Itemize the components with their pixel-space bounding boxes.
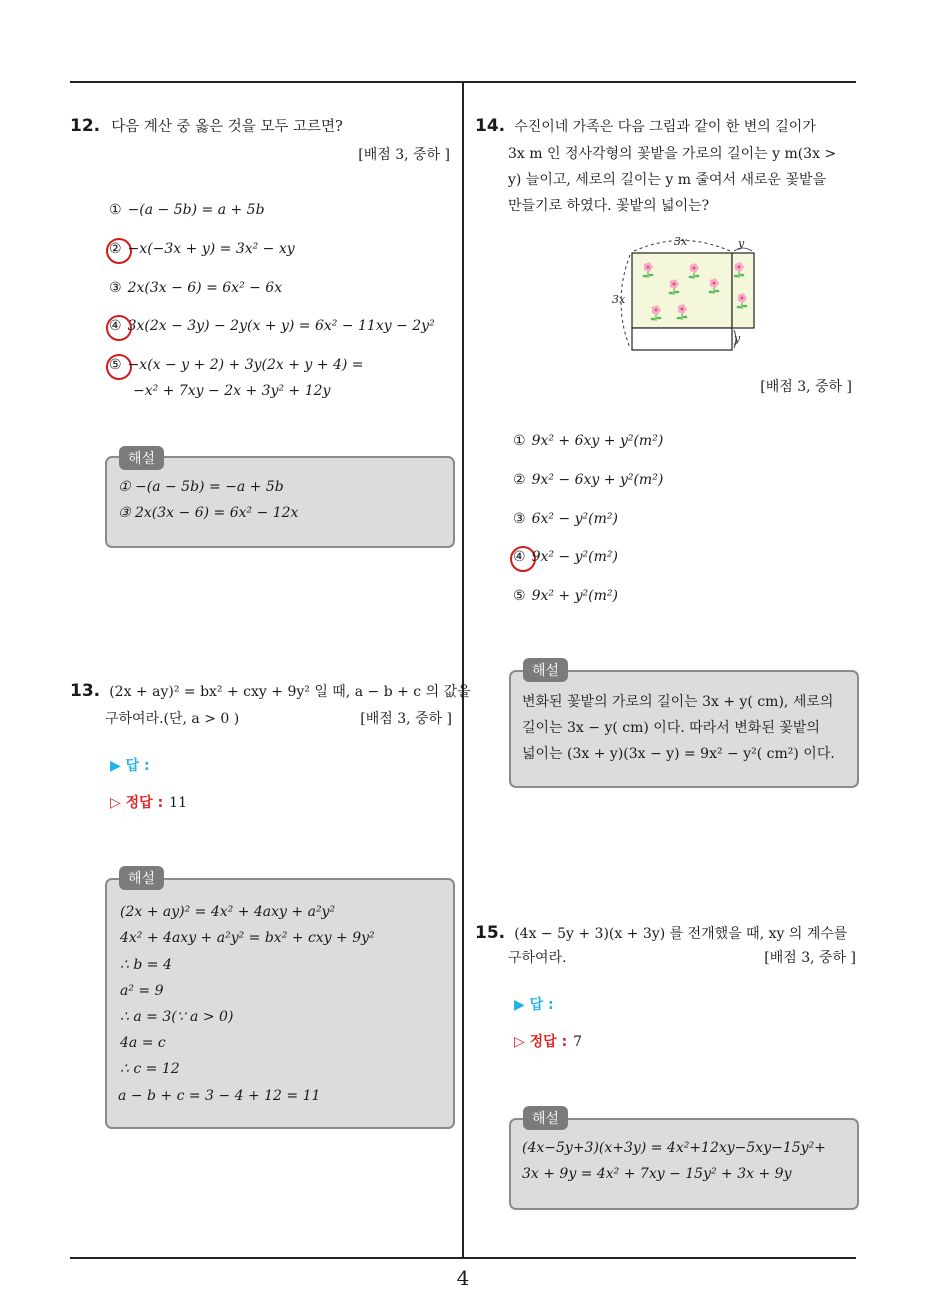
question-text-line: 3x m 인 정사각형의 꽃밭을 가로의 길이는 y m(3x > xyxy=(508,146,837,162)
correct-answer: ▷ 정답 : 11 xyxy=(110,795,187,811)
explanation-line: a − b + c = 3 − 4 + 12 = 11 xyxy=(118,1088,321,1104)
question-text: (2x + ay)² = bx² + cxy + 9y² 일 때, a − b + c 의 값을 xyxy=(109,684,471,700)
score-label: [배점 3, 중하 ] xyxy=(760,379,852,395)
option-2[interactable]: ② −x(−3x + y) = 3x² − xy xyxy=(109,241,295,257)
explanation-line: 4x² + 4axy + a²y² = bx² + cxy + 9y² xyxy=(120,930,375,946)
question-number: 12. xyxy=(70,116,101,136)
question-text-line: 만들기로 하였다. 꽃밭의 넓이는? xyxy=(508,198,710,214)
explanation-line: (2x + ay)² = 4x² + 4axy + a²y² xyxy=(120,904,336,920)
explanation-line: (4x−5y+3)(x+3y) = 4x²+12xy−5xy−15y²+ xyxy=(522,1140,826,1156)
answer-prompt: ▶ 답 : xyxy=(514,997,554,1013)
explanation-line: a² = 9 xyxy=(120,983,164,999)
explanation-line: 4a = c xyxy=(120,1035,166,1051)
option-5-continued: −x² + 7xy − 2x + 3y² + 12y xyxy=(133,383,331,399)
question-number: 14. xyxy=(475,116,506,136)
option-1[interactable]: ① 9x² + 6xy + y²(m²) xyxy=(513,433,664,449)
option-5[interactable]: ⑤ −x(x − y + 2) + 3y(2x + y + 4) = xyxy=(109,357,364,373)
correct-answer-value: 7 xyxy=(573,1034,583,1050)
explanation-line: ∴ b = 4 xyxy=(120,957,172,973)
label-left-3x: 3x xyxy=(612,293,626,306)
column-divider xyxy=(462,83,464,1258)
explanation-tag: 해설 xyxy=(119,446,164,470)
label-top-3x: 3x xyxy=(674,235,688,248)
explanation-line: ∴ c = 12 xyxy=(120,1061,180,1077)
question-text: 다음 계산 중 옳은 것을 모두 고르면? xyxy=(111,119,343,135)
explanation-line: 넓이는 (3x + y)(3x − y) = 9x² − y²( cm²) 이다. xyxy=(522,746,835,762)
option-2[interactable]: ② 9x² − 6xy + y²(m²) xyxy=(513,472,664,488)
question-text: 수진이네 가족은 다음 그림과 같이 한 변의 길이가 xyxy=(514,119,816,135)
option-4[interactable]: ④ 9x² − y²(m²) xyxy=(513,549,618,565)
correct-answer-value: 11 xyxy=(169,795,187,811)
explanation-line: ∴ a = 3(∵ a > 0) xyxy=(120,1009,234,1025)
explanation-line: 3x + 9y = 4x² + 7xy − 15y² + 3x + 9y xyxy=(522,1166,792,1182)
option-3[interactable]: ③ 2x(3x − 6) = 6x² − 6x xyxy=(109,280,283,296)
label-top-y: y xyxy=(738,237,745,250)
explanation-line: 변화된 꽃밭의 가로의 길이는 3x + y( cm), 세로의 xyxy=(522,694,834,710)
question-text: (4x − 5y + 3)(x + 3y) 를 전개했을 때, xy 의 계수를 xyxy=(514,926,848,942)
bottom-rule xyxy=(70,1257,856,1259)
explanation-box xyxy=(509,1118,859,1210)
question-text-line: y) 늘이고, 세로의 길이는 y m 줄여서 새로운 꽃밭을 xyxy=(508,172,827,188)
option-1[interactable]: ① −(a − 5b) = a + 5b xyxy=(109,202,265,218)
option-4[interactable]: ④ 3x(2x − 3y) − 2y(x + y) = 6x² − 11xy − 2y² xyxy=(109,318,435,334)
score-label: [배점 3, 중하 ] xyxy=(358,147,450,163)
removed-strip xyxy=(632,328,732,350)
page-number: 4 xyxy=(456,1266,470,1290)
explanation-line: 길이는 3x − y( cm) 이다. 따라서 변화된 꽃밭의 xyxy=(522,720,820,736)
explanation-tag: 해설 xyxy=(119,866,164,890)
explanation-line: ① −(a − 5b) = −a + 5b xyxy=(118,479,284,495)
question-text-line2: 구하여라. xyxy=(508,950,567,966)
question-number: 13. xyxy=(70,681,101,701)
question-text-line2: 구하여라.(단, a > 0 ) xyxy=(105,711,240,727)
option-5[interactable]: ⑤ 9x² + y²(m²) xyxy=(513,588,618,604)
correct-answer: ▷ 정답 : 7 xyxy=(514,1034,583,1050)
explanation-tag: 해설 xyxy=(523,658,568,682)
explanation-line: ③ 2x(3x − 6) = 6x² − 12x xyxy=(118,505,299,521)
label-right-y: y xyxy=(734,332,741,345)
flower-field-figure xyxy=(608,230,758,355)
explanation-tag: 해설 xyxy=(523,1106,568,1130)
answer-prompt: ▶ 답 : xyxy=(110,758,150,774)
score-label: [배점 3, 중하 ] xyxy=(360,711,452,727)
question-number: 15. xyxy=(475,923,506,943)
option-3[interactable]: ③ 6x² − y²(m²) xyxy=(513,511,618,527)
score-label: [배점 3, 중하 ] xyxy=(764,950,856,966)
